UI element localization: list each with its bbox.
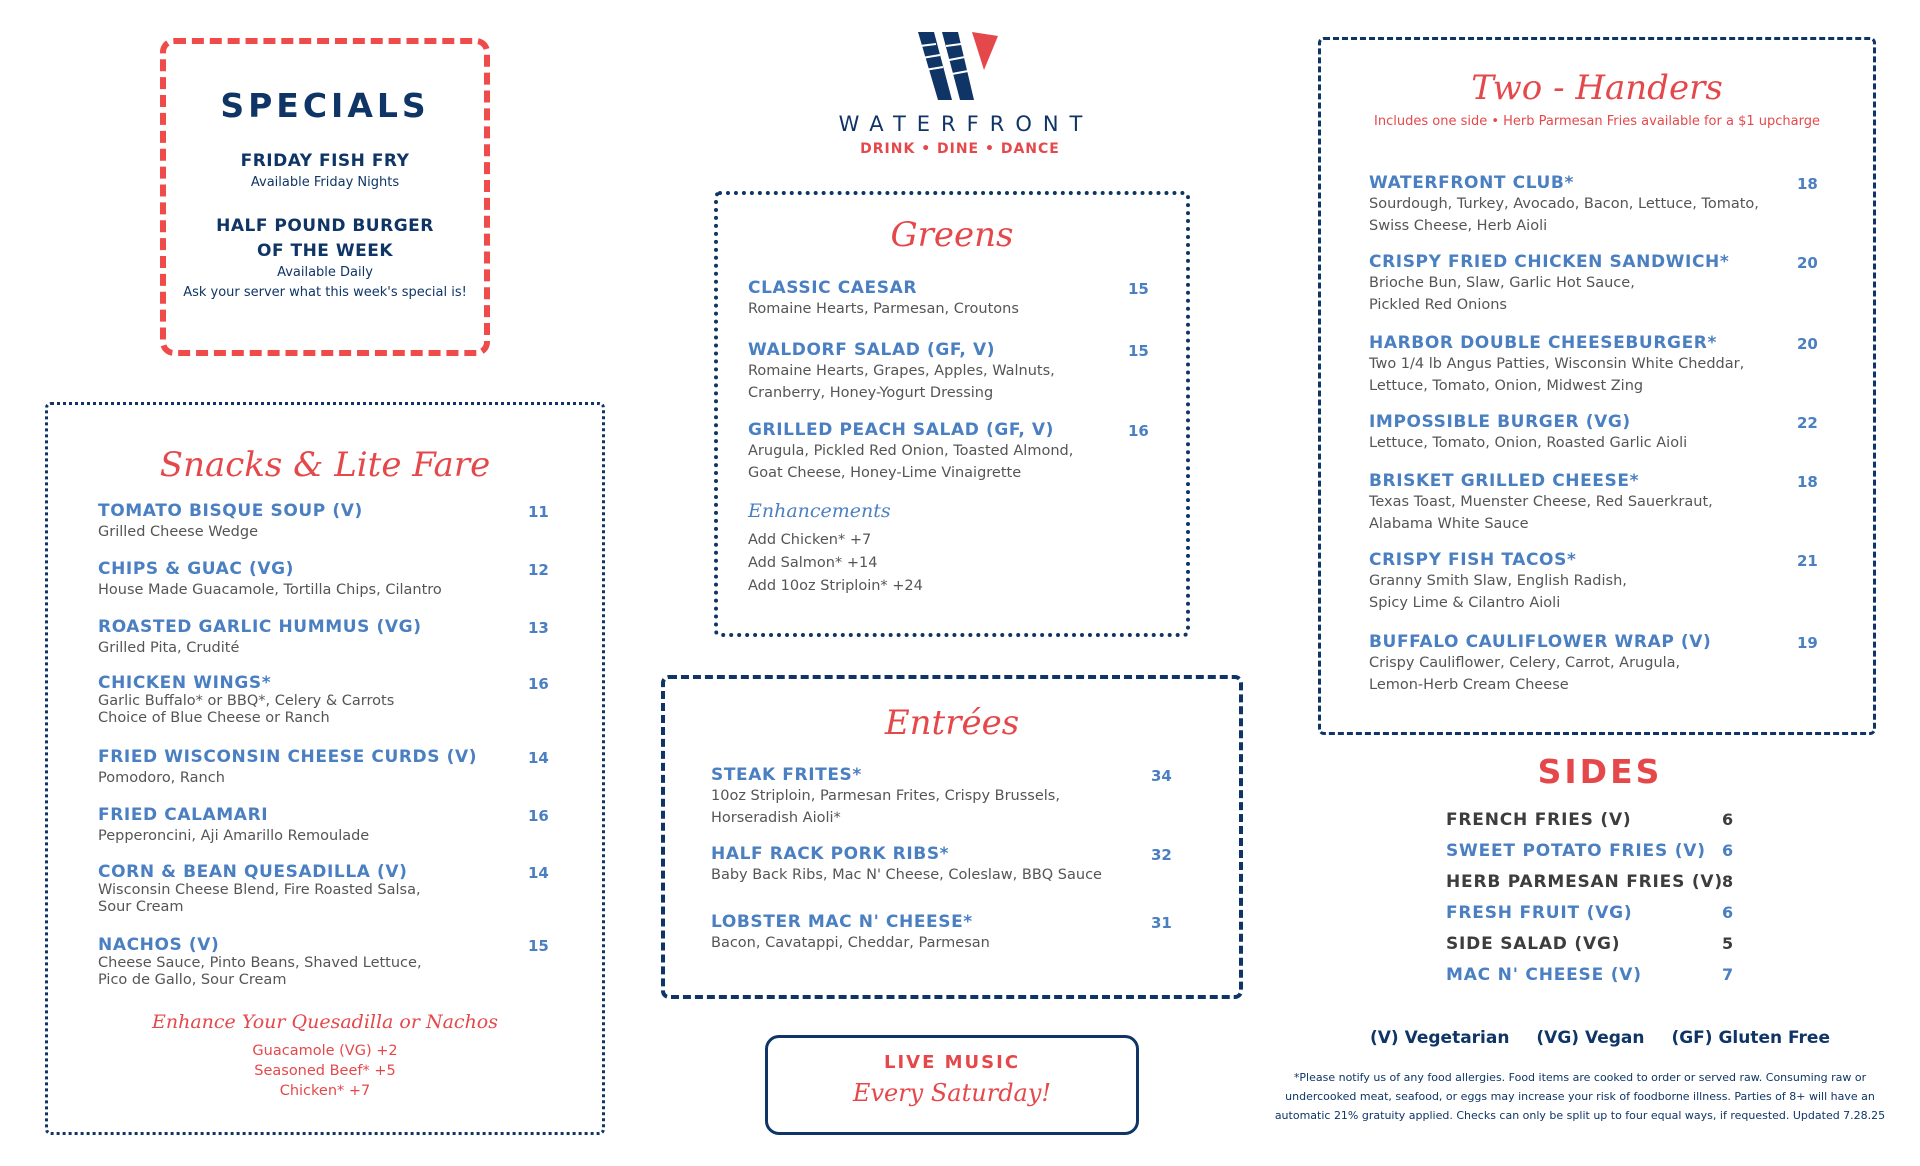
greens-section <box>714 191 1190 637</box>
item-name: CORN & BEAN QUESADILLA (V) <box>98 862 408 882</box>
enhancement-item: Chicken* +7 <box>279 1083 371 1099</box>
item-name: TOMATO BISQUE SOUP (V) <box>98 501 363 521</box>
item-name: STEAK FRITES* <box>711 765 862 785</box>
sides-item <box>1446 934 1756 960</box>
snacks-title: Snacks & Lite Fare <box>159 445 491 485</box>
menu-item <box>1369 471 1849 535</box>
item-price: 34 <box>1151 767 1172 785</box>
special-fish-fry: FRIDAY FISH FRY <box>240 151 410 171</box>
item-name: WALDORF SALAD (GF, V) <box>748 340 996 360</box>
menu-item <box>98 617 558 659</box>
side-name: FRENCH FRIES (V) <box>1446 810 1632 830</box>
item-desc: Romaine Hearts, Grapes, Apples, Walnuts, Cranberry, Honey-Yogurt Dressing <box>748 363 1055 401</box>
item-name: CRISPY FRIED CHICKEN SANDWICH* <box>1369 252 1730 272</box>
side-name: SWEET POTATO FRIES (V) <box>1446 841 1706 861</box>
menu-item <box>1369 412 1849 454</box>
special-burger-note2: Ask your server what this week's special is! <box>183 285 467 300</box>
snacks-enhance-title: Enhance Your Quesadilla or Nachos <box>152 1011 498 1033</box>
item-price: 21 <box>1797 552 1818 570</box>
item-name: NACHOS (V) <box>98 935 220 955</box>
menu-item <box>711 844 1211 886</box>
item-desc: Granny Smith Slaw, English Radish, Spicy Lime & Cilantro Aioli <box>1369 573 1627 611</box>
enhancement-item: Add Salmon* +14 <box>748 555 878 571</box>
enhancement-item: Guacamole (VG) +2 <box>252 1043 398 1059</box>
item-name: BUFFALO CAULIFLOWER WRAP (V) <box>1369 632 1712 652</box>
item-price: 20 <box>1797 254 1818 272</box>
item-name: IMPOSSIBLE BURGER (VG) <box>1369 412 1631 432</box>
menu-item <box>98 501 558 543</box>
item-desc: Two 1/4 lb Angus Patties, Wisconsin White Cheddar, Lettuce, Tomato, Onion, Midwest Zing <box>1369 356 1745 394</box>
legend-gluten-free: (GF) Gluten Free <box>1671 1028 1830 1048</box>
sides-item <box>1446 903 1756 929</box>
two-handers-section <box>1318 37 1876 735</box>
menu-item <box>748 278 1168 320</box>
side-price: 6 <box>1722 903 1734 922</box>
live-music-title: LIVE MUSIC <box>883 1052 1021 1073</box>
menu-item <box>98 805 558 847</box>
menu-item <box>711 765 1211 829</box>
allergy-disclaimer <box>1260 1068 1900 1125</box>
item-name: FRIED WISCONSIN CHEESE CURDS (V) <box>98 747 478 767</box>
item-name: LOBSTER MAC N' CHEESE* <box>711 912 973 932</box>
sides-item <box>1446 872 1756 898</box>
item-name: CHICKEN WINGS* <box>98 673 272 693</box>
item-desc: House Made Guacamole, Tortilla Chips, Cilantro <box>98 582 442 598</box>
menu-item <box>98 862 558 916</box>
menu-item <box>98 747 558 789</box>
special-fish-fry-note: Available Friday Nights <box>250 175 400 190</box>
entrees-title: Entrées <box>884 703 1020 743</box>
menu-item <box>711 912 1211 954</box>
item-desc: Arugula, Pickled Red Onion, Toasted Almond, Goat Cheese, Honey-Lime Vinaigrette <box>748 443 1074 481</box>
item-name: CLASSIC CAESAR <box>748 278 918 298</box>
side-price: 6 <box>1722 810 1734 829</box>
item-price: 11 <box>528 503 549 521</box>
item-desc: Garlic Buffalo* or BBQ*, Celery & Carrots Choice of Blue Cheese or Ranch <box>98 693 395 726</box>
item-price: 16 <box>1128 422 1149 440</box>
item-desc: Bacon, Cavatappi, Cheddar, Parmesan <box>711 935 990 951</box>
sides-item <box>1446 841 1756 867</box>
item-desc: Cheese Sauce, Pinto Beans, Shaved Lettuce, Pico de Gallo, Sour Cream <box>98 955 422 988</box>
w-logo-mark-icon <box>912 30 1008 102</box>
logo-tagline: DRINK • DINE • DANCE <box>860 141 1060 157</box>
sides-title: SIDES <box>1537 752 1663 791</box>
item-name: GRILLED PEACH SALAD (GF, V) <box>748 420 1055 440</box>
specials-title: SPECIALS <box>220 86 430 125</box>
dietary-legend <box>1370 1028 1830 1048</box>
snacks-enhance-list <box>48 1041 602 1101</box>
menu-item <box>1369 550 1849 614</box>
snacks-section <box>45 402 605 1135</box>
item-desc: 10oz Striploin, Parmesan Frites, Crispy Brussels, Horseradish Aioli* <box>711 788 1060 826</box>
live-music-subtitle: Every Saturday! <box>852 1079 1052 1107</box>
item-desc: Sourdough, Turkey, Avocado, Bacon, Lettuce, Tomato, Swiss Cheese, Herb Aioli <box>1369 196 1759 234</box>
item-name: WATERFRONT CLUB* <box>1369 173 1574 193</box>
item-price: 20 <box>1797 335 1818 353</box>
item-price: 14 <box>528 749 549 767</box>
menu-item <box>1369 173 1849 237</box>
item-desc: Texas Toast, Muenster Cheese, Red Sauerkraut, Alabama White Sauce <box>1369 494 1713 532</box>
side-name: HERB PARMESAN FRIES (V) <box>1446 872 1723 892</box>
live-music-box <box>765 1035 1139 1135</box>
entrees-section <box>661 675 1243 999</box>
item-name: FRIED CALAMARI <box>98 805 269 825</box>
menu-item <box>98 935 558 989</box>
disclaimer-line: *Please notify us of any food allergies. Food items are cooked to order or served raw. Consuming raw or <box>1293 1071 1867 1084</box>
item-price: 14 <box>528 864 549 882</box>
disclaimer-line: undercooked meat, seafood, or eggs may increase your risk of foodborne illness. Parties of 8+ will have an <box>1285 1090 1875 1103</box>
special-burger-note: Available Daily <box>277 265 373 280</box>
specials-box <box>160 38 490 356</box>
menu-item <box>1369 333 1849 397</box>
item-price: 31 <box>1151 914 1172 932</box>
item-desc: Crispy Cauliflower, Celery, Carrot, Arugula, Lemon-Herb Cream Cheese <box>1369 655 1681 693</box>
menu-item <box>98 559 558 601</box>
enhancement-item: Seasoned Beef* +5 <box>254 1063 396 1079</box>
logo-wordmark: WATERFRONT <box>838 112 1094 136</box>
special-burger-line2: OF THE WEEK <box>257 241 393 261</box>
item-desc: Lettuce, Tomato, Onion, Roasted Garlic Aioli <box>1369 435 1688 451</box>
item-name: CHIPS & GUAC (VG) <box>98 559 295 579</box>
enhancement-item: Add 10oz Striploin* +24 <box>748 578 923 594</box>
item-name: CRISPY FISH TACOS* <box>1369 550 1577 570</box>
item-name: HALF RACK PORK RIBS* <box>711 844 950 864</box>
menu-item <box>748 340 1168 404</box>
item-price: 12 <box>528 561 549 579</box>
side-name: SIDE SALAD (VG) <box>1446 934 1621 954</box>
side-price: 8 <box>1722 872 1734 891</box>
greens-enhancements-list <box>748 529 923 598</box>
item-name: BRISKET GRILLED CHEESE* <box>1369 471 1640 491</box>
side-name: FRESH FRUIT (VG) <box>1446 903 1633 923</box>
item-price: 32 <box>1151 846 1172 864</box>
greens-title: Greens <box>890 215 1014 255</box>
side-price: 7 <box>1722 965 1734 984</box>
item-desc: Grilled Cheese Wedge <box>98 524 258 540</box>
item-name: ROASTED GARLIC HUMMUS (VG) <box>98 617 422 637</box>
item-desc: Brioche Bun, Slaw, Garlic Hot Sauce, Pickled Red Onions <box>1369 275 1635 313</box>
enhancement-item: Add Chicken* +7 <box>748 532 872 548</box>
item-desc: Romaine Hearts, Parmesan, Croutons <box>748 301 1019 317</box>
item-price: 19 <box>1797 634 1818 652</box>
item-price: 22 <box>1797 414 1818 432</box>
side-name: MAC N' CHEESE (V) <box>1446 965 1642 985</box>
item-price: 15 <box>528 937 549 955</box>
two-handers-subtitle: Includes one side • Herb Parmesan Fries available for a $1 upcharge <box>1374 114 1820 129</box>
special-burger-line1: HALF POUND BURGER <box>216 216 434 236</box>
item-price: 15 <box>1128 280 1149 298</box>
menu-item <box>1369 632 1849 696</box>
two-handers-title: Two - Handers <box>1471 68 1723 108</box>
item-name: HARBOR DOUBLE CHEESEBURGER* <box>1369 333 1717 353</box>
item-desc: Baby Back Ribs, Mac N' Cheese, Coleslaw, BBQ Sauce <box>711 867 1102 883</box>
item-desc: Grilled Pita, Crudité <box>98 640 240 656</box>
item-desc: Pepperoncini, Aji Amarillo Remoulade <box>98 828 370 844</box>
legend-vegan: (VG) Vegan <box>1536 1028 1645 1048</box>
waterfront-logo <box>800 30 1120 170</box>
side-price: 5 <box>1722 934 1734 953</box>
item-price: 15 <box>1128 342 1149 360</box>
sides-item <box>1446 965 1756 991</box>
menu-item <box>1369 252 1849 316</box>
item-desc: Pomodoro, Ranch <box>98 770 225 786</box>
item-price: 13 <box>528 619 549 637</box>
sides-item <box>1446 810 1756 836</box>
item-price: 16 <box>528 807 549 825</box>
menu-item <box>748 420 1168 484</box>
menu-item <box>98 673 558 727</box>
side-price: 6 <box>1722 841 1734 860</box>
legend-vegetarian: (V) Vegetarian <box>1370 1028 1510 1048</box>
item-price: 18 <box>1797 473 1818 491</box>
item-price: 16 <box>528 675 549 693</box>
greens-enhancements-title: Enhancements <box>748 500 891 522</box>
disclaimer-line: automatic 21% gratuity applied. Checks can only be split up to four equal ways, if requested. Updated 7.28.25 <box>1274 1109 1886 1122</box>
item-price: 18 <box>1797 175 1818 193</box>
item-desc: Wisconsin Cheese Blend, Fire Roasted Salsa, Sour Cream <box>98 882 421 915</box>
